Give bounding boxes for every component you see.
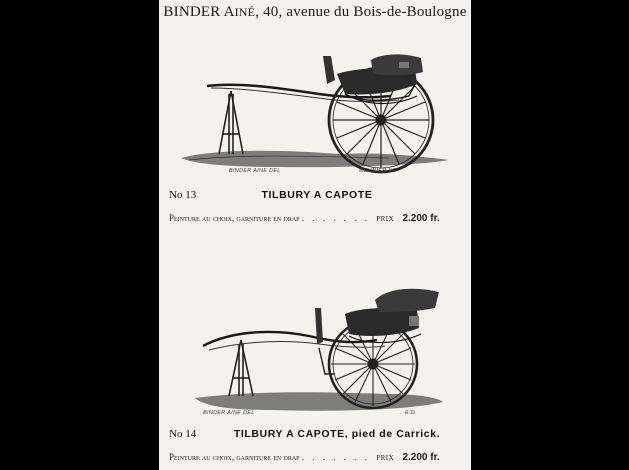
carriage-illustration-14 [159,278,471,426]
price-value: 2.200 fr. [402,213,440,224]
price-value: 2.200 fr. [402,452,440,463]
model-number: No 14 [169,428,197,440]
illustrator-credit-14: BINDER AINE DEL [203,410,255,416]
model-number: No 13 [169,189,197,201]
model-description-row-13 [169,213,469,224]
maker-name-rest: INÉ [234,5,256,19]
illustrator-credit-13: BINDER AINE DEL [229,168,281,174]
engraver-credit-14: E.D. [405,410,417,416]
page-header [159,4,471,21]
leader-dots: . . . . . . . [301,213,370,223]
price-label: PRIX [376,454,395,462]
leader-dots: . . . . . . . [301,452,370,462]
engraver-credit-13: MEUNIER SC [359,168,397,174]
model-description-row-14 [169,452,469,463]
price-label: PRIX [376,215,395,223]
model-name: TILBURY A CAPOTE [261,189,373,201]
model-name: TILBURY A CAPOTE, pied de Carrick. [233,428,441,440]
maker-address: , 40, avenue du Bois-de-Boulogne [255,4,467,20]
description-text: Peinture au choix, garniture en drap [169,452,300,462]
maker-name-first: BINDER A [163,4,235,20]
catalog-page [159,0,471,470]
carriage-illustration-13 [159,36,471,186]
description-text: Peinture au choix, garniture en drap [169,213,300,223]
